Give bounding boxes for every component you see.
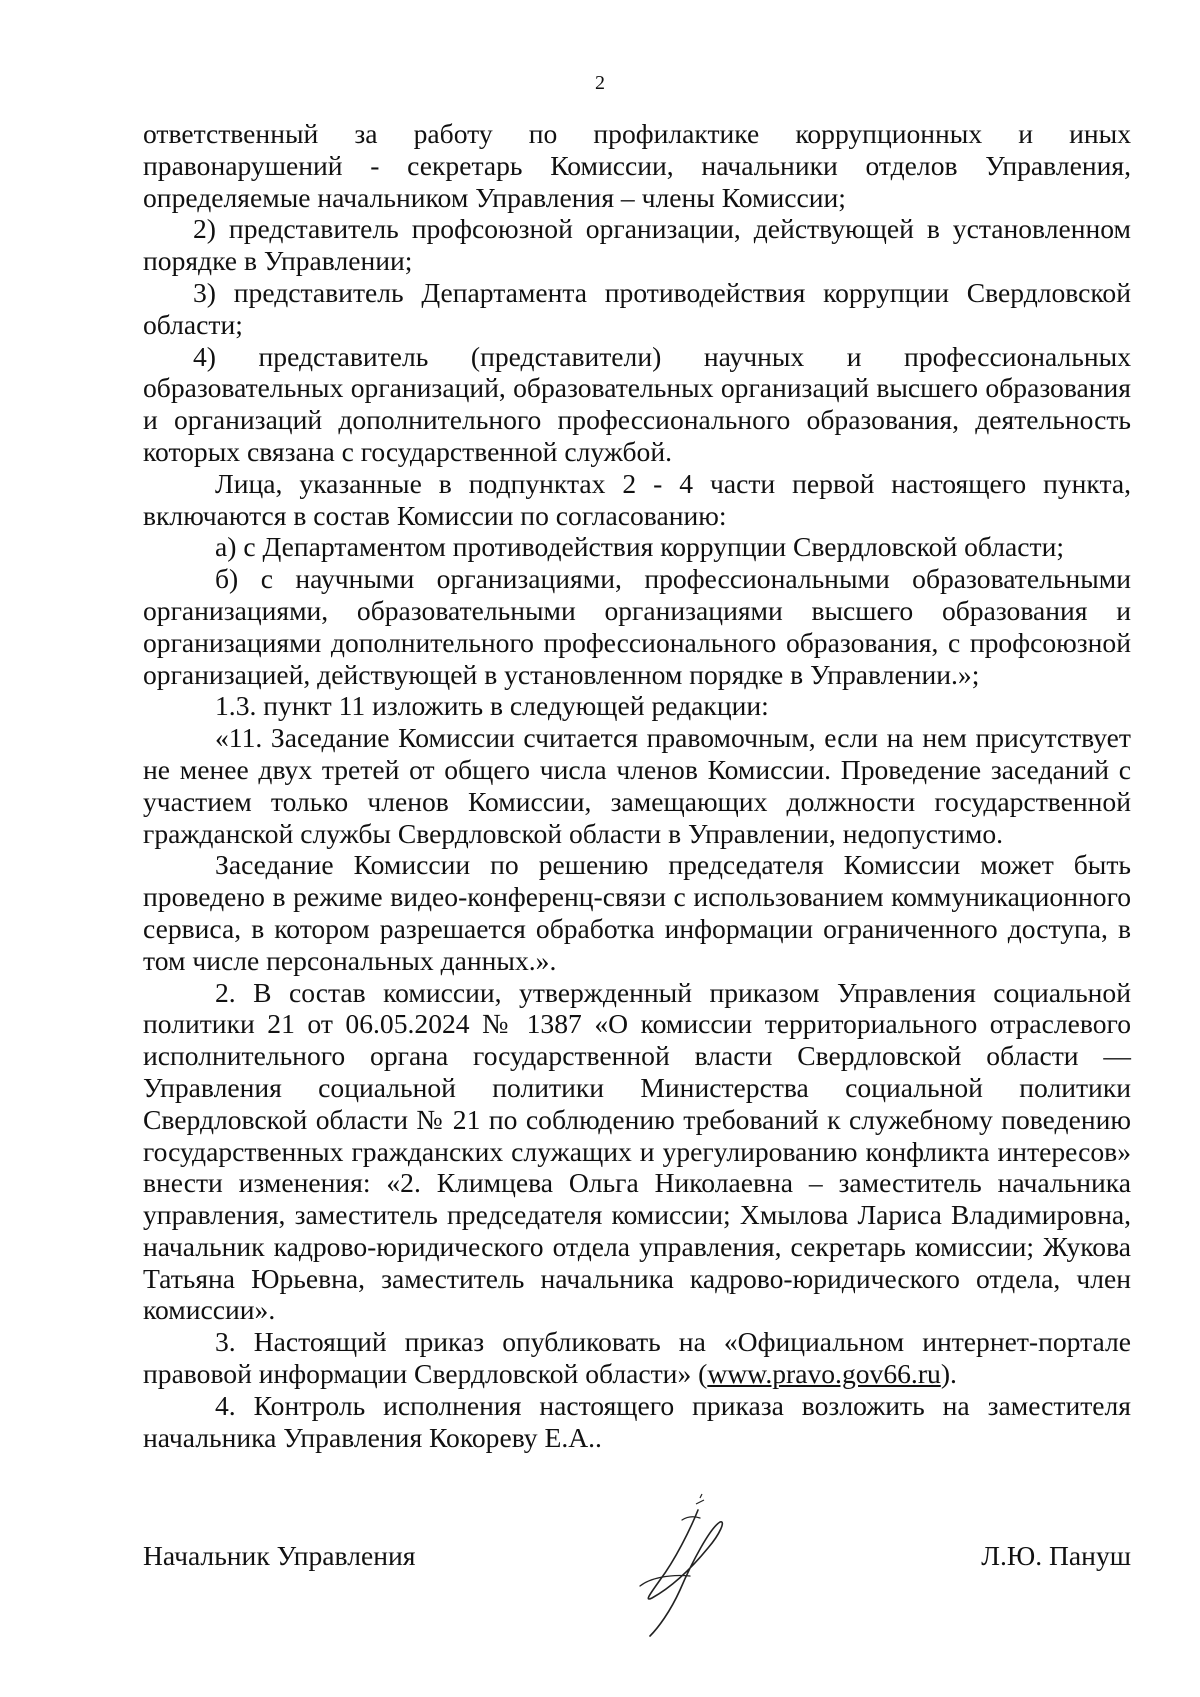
paragraph-4-control: 4. Контроль исполнения настоящего приказа возложить на заместителя начальника Управления Кокореву Е.А.. <box>143 1389 1131 1453</box>
paragraph-3-publish <box>143 1326 1131 1390</box>
paragraph-item-3: 3) представитель Департамента противодействия коррупции Свердловской области; <box>143 276 1131 340</box>
paragraph-sub-b: б) с научными организациями, профессиональными образовательными организациями, образовательными организациями высшего образования и организациями дополнительного профессионального образования, с профсоюзной организацией, действующей в установленном порядке в Управлении.»; <box>143 563 1131 690</box>
document-body <box>143 118 1131 1453</box>
paragraph-commission-members: ответственный за работу по профилактике коррупционных и иных правонарушений - секретарь Комиссии, начальники отделов Управления, определяемые начальником Управления – члены Комиссии; <box>143 118 1131 213</box>
paragraph-1-3: 1.3. пункт 11 изложить в следующей редакции: <box>215 690 769 722</box>
handwritten-signature <box>630 1490 750 1640</box>
paragraph-vcs: Заседание Комиссии по решению председателя Комиссии может быть проведено в режиме видео-конференц-связи с использованием коммуникационного сервиса, в котором разрешается обработка информации ограниченного доступа, в том числе персональных данных.». <box>143 849 1131 976</box>
page-number: 2 <box>595 72 605 94</box>
paragraph-item-2: 2) представитель профсоюзной организации, действующей в установленном порядке в Управлении; <box>143 213 1131 277</box>
publish-text-end: ). <box>940 1358 957 1390</box>
paragraph-2-composition: 2. В состав комиссии, утвержденный приказом Управления социальной политики 21 от 06.05.2024 № 1387 «О комиссии территориального отраслевого исполнительного органа государственной власти Свердловской области — Управления социальной политики Министерства социальной политики Свердловской области № 21 по соблюдению требований к служебному поведению государственных гражданских служащих и урегулированию конфликта интересов» внести изменения: «2. Климцева Ольга Николаевна – заместитель начальника управления, заместитель председателя комиссии; Хмылова Лариса Владимировна, начальник кадрово-юридического отдела управления, секретарь комиссии; Жукова Татьяна Юрьевна, заместитель начальника кадрово-юридического отдела, член комиссии». <box>143 976 1131 1326</box>
signatory-name: Л.Ю. Пануш <box>981 1540 1131 1571</box>
pravo-link[interactable]: www.pravo.gov66.ru <box>707 1358 941 1390</box>
paragraph-sub-a: а) с Департаментом противодействия коррупции Свердловской области; <box>215 531 1065 563</box>
paragraph-persons: Лица, указанные в подпунктах 2 - 4 части первой настоящего пункта, включаются в состав Комиссии по согласованию: <box>143 467 1131 531</box>
publish-text: 3. Настоящий приказ опубликовать на «Официальном интернет-портале правовой информации Свердловской области» ( <box>143 1326 1131 1390</box>
signatory-position: Начальник Управления <box>143 1540 416 1571</box>
paragraph-point-11: «11. Заседание Комиссии считается правомочным, если на нем присутствует не менее двух третей от общего числа членов Комиссии. Проведение заседаний с участием только членов Комиссии, замещающих должности государственной гражданской службы Свердловской области в Управлении, недопустимо. <box>143 722 1131 849</box>
paragraph-item-4: 4) представитель (представители) научных и профессиональных образовательных организаций, образовательных организаций высшего образования и организаций дополнительного профессионального образования, деятельность которых связана с государственной службой. <box>143 340 1131 467</box>
